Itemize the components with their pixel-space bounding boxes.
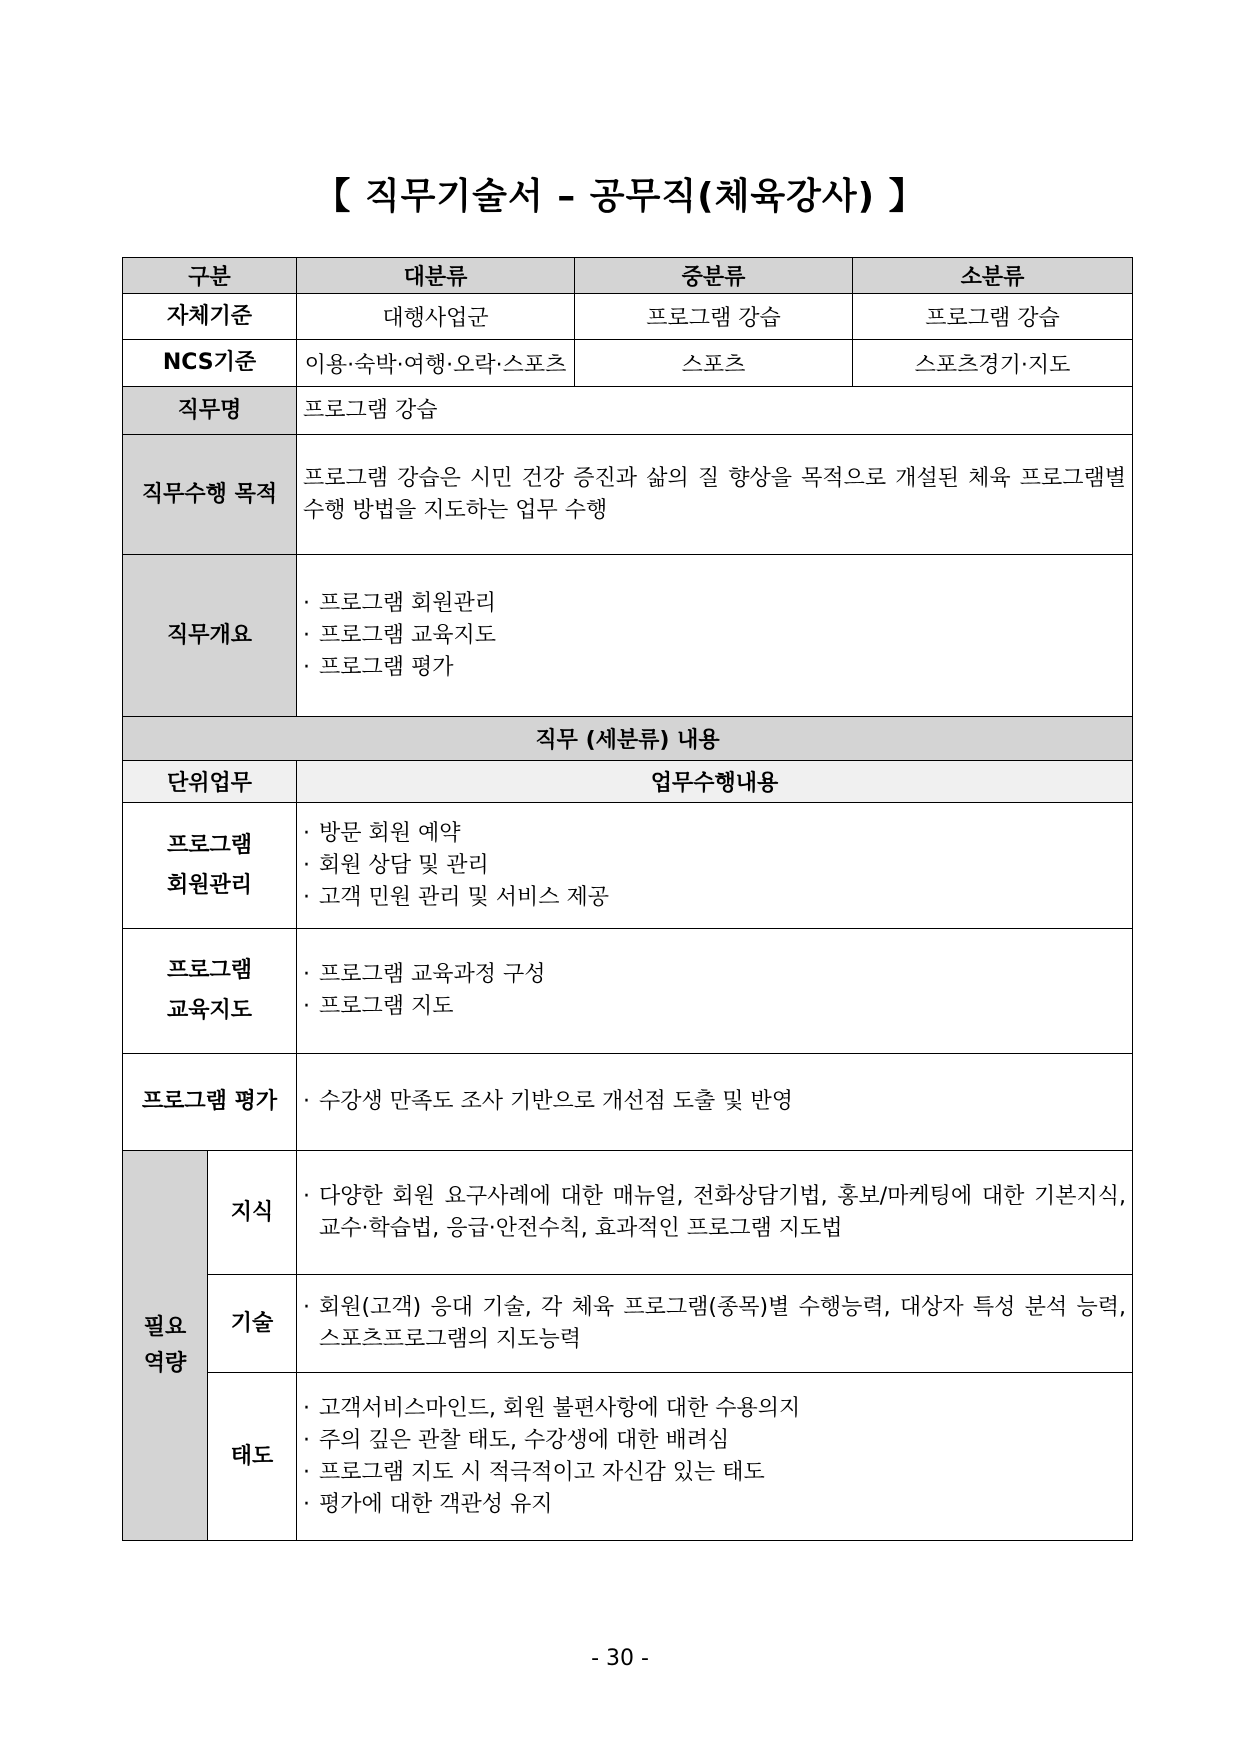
ncs-standard-major: 이용·숙박·여행·오락·스포츠 <box>297 340 575 387</box>
list-item: · 수강생 만족도 조사 기반으로 개선점 도출 및 반영 <box>303 1089 794 1114</box>
unit-header-label: 단위업무 <box>123 761 297 803</box>
job-description-table <box>122 257 1133 1541</box>
section-title: 직무 (세분류) 내용 <box>123 717 1133 761</box>
list-item: · 고객 민원 관리 및 서비스 제공 <box>303 884 610 910</box>
list-item: · 회원(고객) 응대 기술, 각 체육 프로그램(종목)별 수행능력, 대상자 특성 분석 능력, 스포츠프로그램의 지도능력 <box>303 1294 1127 1352</box>
ncs-standard-middle: 스포츠 <box>575 340 853 387</box>
list-item: · 회원 상담 및 관리 <box>303 852 489 878</box>
list-item: · 프로그램 지도 <box>303 994 454 1019</box>
attitude-content <box>297 1373 1133 1541</box>
self-standard-major: 대행사업군 <box>297 294 575 340</box>
job-name-label: 직무명 <box>123 387 297 435</box>
list-item: · 프로그램 교육과정 구성 <box>303 962 546 987</box>
list-item: · 다양한 회원 요구사례에 대한 매뉴얼, 전화상담기법, 홍보/마케팅에 대한 기본지식, 교수·학습법, 응급·안전수칙, 효과적인 프로그램 지도법 <box>303 1183 1127 1241</box>
header-category: 구분 <box>123 258 297 294</box>
unit-content <box>297 929 1133 1054</box>
ncs-standard-label: NCS기준 <box>123 340 297 387</box>
header-major: 대분류 <box>297 258 575 294</box>
list-item: · 평가에 대한 객관성 유지 <box>303 1491 553 1517</box>
list-item: · 프로그램 평가 <box>303 654 454 680</box>
unit-name: 프로그램 교육지도 <box>123 929 297 1054</box>
job-purpose-value: 프로그램 강습은 시민 건강 증진과 삶의 질 향상을 목적으로 개설된 체육 프로그램별 수행 방법을 지도하는 업무 수행 <box>297 435 1133 555</box>
header-middle: 중분류 <box>575 258 853 294</box>
knowledge-content <box>297 1151 1133 1275</box>
list-item: · 프로그램 교육지도 <box>303 622 497 648</box>
list-item: · 프로그램 지도 시 적극적이고 자신감 있는 태도 <box>303 1459 765 1485</box>
skill-content <box>297 1275 1133 1373</box>
self-standard-minor: 프로그램 강습 <box>853 294 1133 340</box>
job-overview-list <box>297 555 1133 717</box>
skill-label: 기술 <box>208 1275 297 1373</box>
self-standard-label: 자체기준 <box>123 294 297 340</box>
unit-name: 프로그램 평가 <box>123 1054 297 1151</box>
attitude-label: 태도 <box>208 1373 297 1541</box>
list-item: · 방문 회원 예약 <box>303 820 461 846</box>
job-name-value: 프로그램 강습 <box>297 387 1133 435</box>
self-standard-middle: 프로그램 강습 <box>575 294 853 340</box>
job-purpose-label: 직무수행 목적 <box>123 435 297 555</box>
list-item: · 주의 깊은 관찰 태도, 수강생에 대한 배려심 <box>303 1427 730 1453</box>
ncs-standard-minor: 스포츠경기·지도 <box>853 340 1133 387</box>
list-item: · 프로그램 회원관리 <box>303 590 497 616</box>
knowledge-label: 지식 <box>208 1151 297 1275</box>
list-item: · 고객서비스마인드, 회원 불편사항에 대한 수용의지 <box>303 1395 801 1421</box>
unit-header-content: 업무수행내용 <box>297 761 1133 803</box>
competency-label: 필요 역량 <box>123 1151 208 1541</box>
job-overview-label: 직무개요 <box>123 555 297 717</box>
unit-content <box>297 1054 1133 1151</box>
unit-name: 프로그램 회원관리 <box>123 803 297 929</box>
unit-content <box>297 803 1133 929</box>
header-minor: 소분류 <box>853 258 1133 294</box>
document-title: 【 직무기술서 – 공무직(체육강사) 】 <box>314 176 926 217</box>
page-number: - 30 - <box>591 1646 649 1671</box>
